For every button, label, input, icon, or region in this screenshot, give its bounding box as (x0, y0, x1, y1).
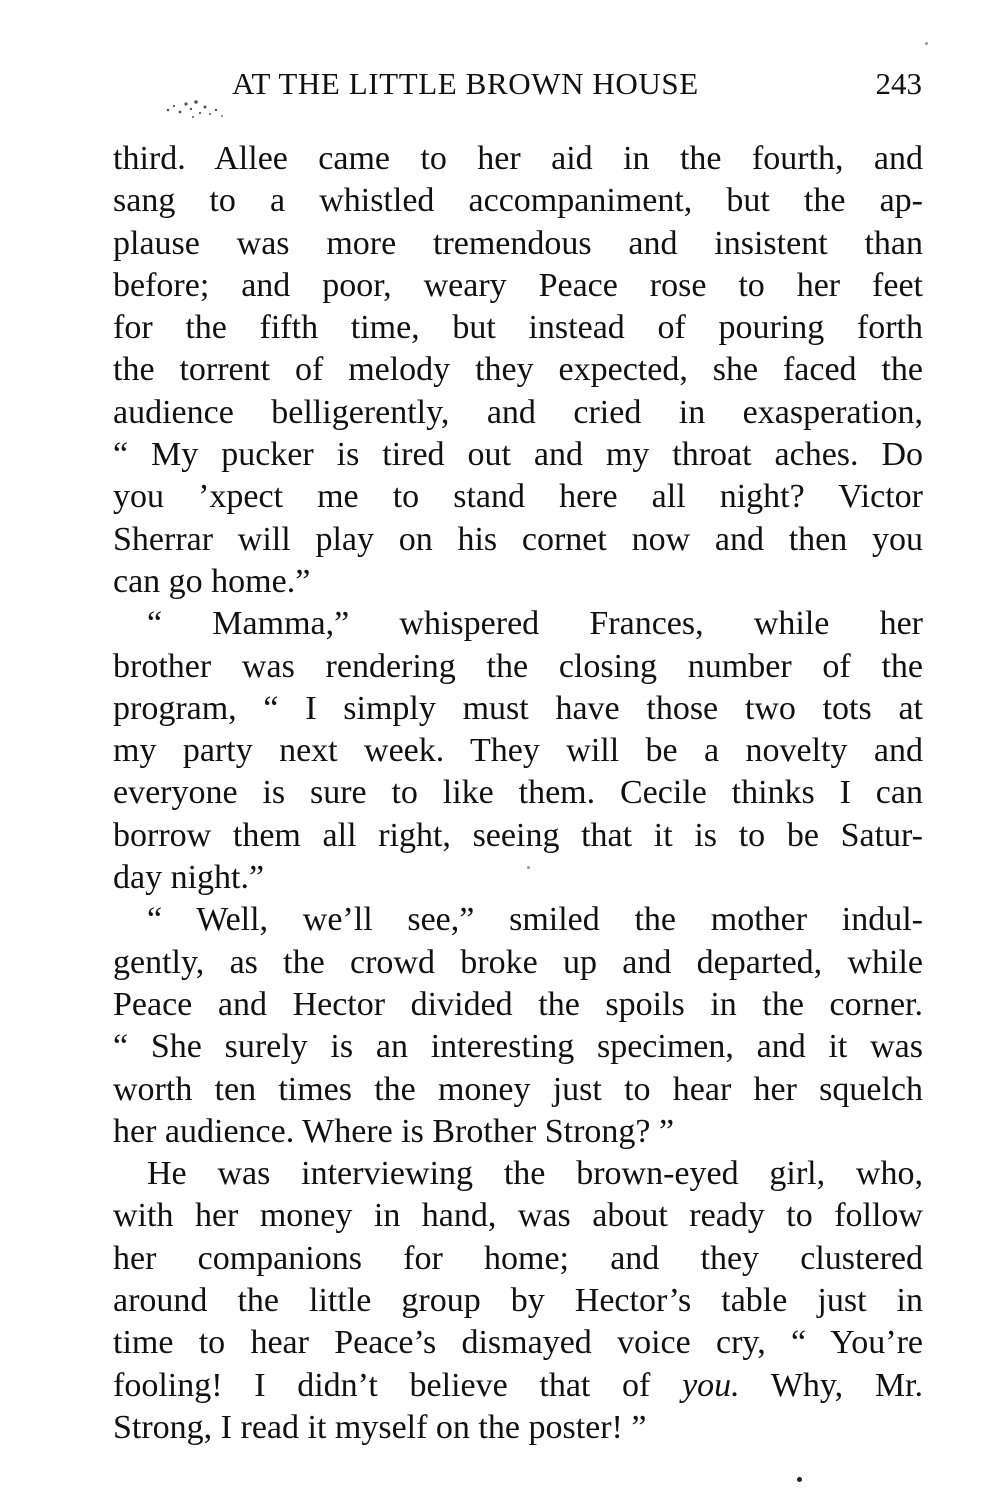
text-line: Strong, I read it myself on the poster! ” (113, 1408, 647, 1446)
text-line: “ She surely is an interesting specimen, and it was (113, 1028, 923, 1066)
text-line: time to hear Peace’s dismayed voice cry, “ You’re (113, 1324, 923, 1362)
body-text (113, 138, 923, 1449)
text-line: Sherrar will play on his cornet now and then you (113, 520, 923, 558)
text-line: before; and poor, weary Peace rose to her feet (113, 266, 923, 304)
text-line: Peace and Hector divided the spoils in the corner. (113, 985, 923, 1023)
text-line: worth ten times the money just to hear her squelch (113, 1070, 923, 1108)
text-line: for the fifth time, but instead of pouring forth (113, 309, 923, 347)
text-line: “ My pucker is tired out and my throat aches. Do (113, 436, 923, 474)
text-line: brother was rendering the closing number of the (113, 647, 923, 685)
ink-smudge-mark (158, 92, 236, 122)
text-line: audience belligerently, and cried in exasperation, (113, 393, 923, 431)
text-line: her audience. Where is Brother Strong? ” (113, 1112, 675, 1150)
text-line: the torrent of melody they expected, she faced the (113, 351, 923, 389)
ink-speck (527, 866, 530, 869)
emphasized-word: you. (682, 1366, 740, 1404)
text-line: gently, as the crowd broke up and departed, while (113, 943, 923, 981)
text-line: third. Allee came to her aid in the fourth, and (113, 140, 923, 177)
line-segment: fooling! I didn’t believe that of (113, 1366, 683, 1404)
running-head (232, 66, 922, 106)
text-line: you ’xpect me to stand here all night? Victor (113, 478, 923, 516)
line-segment: Why, Mr. (739, 1366, 923, 1404)
text-line: with her money in hand, was about ready to follow (113, 1197, 923, 1235)
text-line: borrow them all right, seeing that it is to be Satur- (113, 816, 923, 854)
text-line: “ Mamma,” whispered Frances, while her (147, 605, 923, 643)
running-title: AT THE LITTLE BROWN HOUSE (232, 66, 699, 101)
text-line: around the little group by Hector’s table just in (113, 1282, 923, 1320)
text-line: He was interviewing the brown-eyed girl, who, (147, 1155, 923, 1193)
text-line: can go home.” (113, 562, 311, 600)
ink-speck (925, 42, 928, 45)
text-line: my party next week. They will be a novelty and (113, 732, 923, 770)
text-line-with-emphasis (113, 1365, 923, 1407)
text-line: day night.” (113, 859, 265, 897)
text-line: sang to a whistled accompaniment, but the ap- (113, 182, 923, 220)
text-line: “ Well, we’ll see,” smiled the mother indul- (147, 901, 923, 939)
text-line: plause was more tremendous and insistent than (113, 224, 923, 262)
text-line: program, “ I simply must have those two tots at (113, 689, 923, 727)
ink-speck (797, 1477, 802, 1482)
text-line: her companions for home; and they clustered (113, 1239, 923, 1277)
text-line: everyone is sure to like them. Cecile thinks I can (113, 774, 923, 812)
page-number: 243 (875, 66, 922, 101)
